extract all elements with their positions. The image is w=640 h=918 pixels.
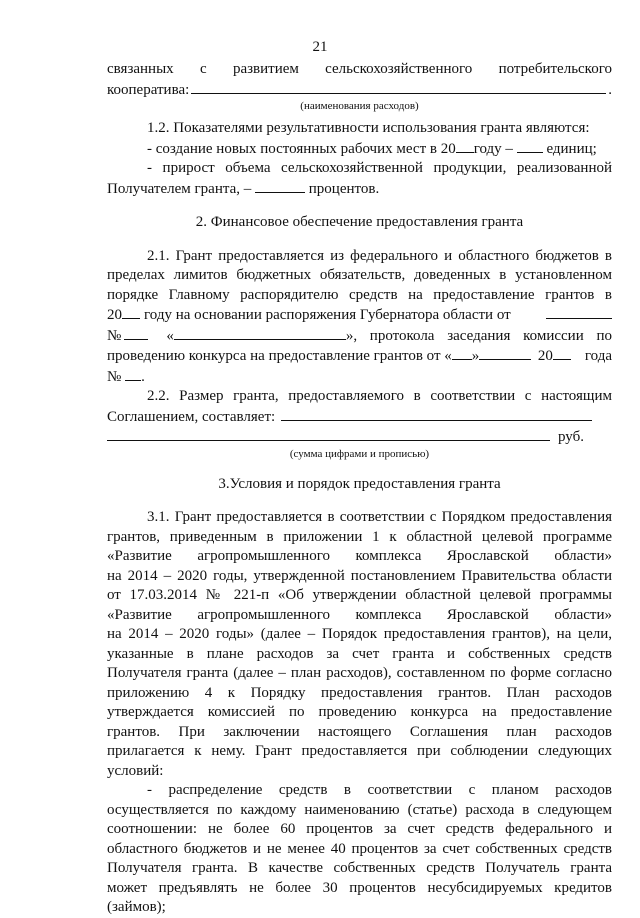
- clause-3-1-line-3: «Развитие агропромышленного комплекса Ярославской области»: [107, 548, 612, 564]
- clause-3-1-line-5: от 17.03.2014 № 221-п «Об утверждении областной целевой программы: [107, 587, 612, 603]
- condition-line-6: может предъявлять не более 30 процентов несубсидируемых кредитов: [107, 879, 612, 896]
- condition-line-3: соотношении: не более 60 процентов за счет средств федерального и: [107, 821, 612, 837]
- section-3-heading: 3.Условия и порядок предоставления гранта: [218, 475, 501, 492]
- grant-amount-blank: [107, 427, 550, 441]
- clause-2-2-line-3: руб.: [107, 427, 612, 448]
- clause-3-1-line-7: на 2014 – 2020 годы» (далее – Порядок предоставления грантов), на цели,: [107, 626, 612, 642]
- clause-3-1-line-11: утверждается комиссией по проведению конкурса на предоставление: [107, 704, 612, 720]
- clause-3-1-line-9: Получателя гранта (далее – план расходов), составленном по форме согласно: [107, 665, 612, 681]
- clause-2-1-line-3: порядке Главному распорядителю средств на предоставление грантов в: [107, 286, 612, 303]
- clause-3-1-line-13: прилагается к нему. Грант предоставляется при соблюдении следующих: [107, 743, 612, 759]
- clause-2-1-line-1: 2.1. Грант предоставляется из федерального и областного бюджетов в: [147, 247, 612, 264]
- document-body: [107, 60, 612, 918]
- clause-3-1-line-10: приложению 4 к Порядку предоставления грантов. План расходов: [107, 684, 612, 701]
- indicator-growth-line-1: - прирост объема сельскохозяйственной продукции, реализованной: [147, 160, 612, 176]
- clause-2-1-line-4: 20 году на основании распоряжения Губернатора области от: [107, 305, 612, 326]
- indicators-title: 1.2. Показателями результативности использования гранта являются:: [147, 120, 590, 136]
- page-number: 21: [312, 39, 328, 55]
- clause-3-1-line-14: условий:: [107, 762, 164, 779]
- condition-line-4: областного бюджетов и не менее 40 процентов за счет собственных средств: [107, 840, 612, 857]
- intro-line-1: связанных с развитием сельскохозяйственного потребительского: [107, 61, 612, 77]
- clause-3-1-line-4: на 2014 – 2020 годы, утвержденной постановлением Правительства области: [107, 567, 612, 584]
- clause-3-1-line-2: грантов, приведенным в приложении 1 к областной целевой программе: [107, 528, 612, 545]
- clause-2-1-line-5: № « », протокола заседания комиссии по: [107, 327, 612, 344]
- clause-2-2-line-2: Соглашением, составляет:: [107, 407, 612, 428]
- grant-amount-caption: (сумма цифрами и прописью): [289, 447, 430, 460]
- condition-line-2: осуществляется по каждому наименованию (статье) расхода в следующем: [107, 801, 612, 818]
- clause-3-1-line-6: «Развитие агропромышленного комплекса Ярославской области»: [107, 606, 612, 623]
- clause-2-1-line-6: проведению конкурса на предоставление грантов от « » 20 года: [107, 348, 612, 364]
- expense-names-caption: (наименования расходов): [300, 100, 419, 112]
- condition-line-5: Получателя гранта. В качестве собственных средств Получатель гранта: [107, 860, 612, 876]
- section-2-heading: 2. Финансовое обеспечение предоставления гранта: [195, 214, 524, 230]
- condition-line-1: - распределение средств в соответствии с планом расходов: [147, 782, 612, 798]
- clause-3-1-line-12: грантов. При заключении настоящего Соглашения план расходов: [107, 723, 612, 740]
- clause-3-1-line-1: 3.1. Грант предоставляется в соответствии с Порядком предоставления: [147, 509, 612, 525]
- intro-line-2: кооператива: .: [107, 80, 612, 101]
- clause-2-1-line-2: пределах лимитов бюджетных обязательств, доведенных в установленном: [107, 267, 612, 283]
- intro-label: кооператива:: [107, 81, 190, 98]
- clause-3-1-line-8: указанные в плане расходов за счет гранта и собственных средств: [107, 645, 612, 662]
- clause-2-1-line-7: № .: [107, 368, 145, 385]
- expense-names-blank: [191, 80, 606, 94]
- indicator-growth-line-2: Получателем гранта, – процентов.: [107, 180, 380, 197]
- clause-2-2-line-1: 2.2. Размер гранта, предоставляемого в соответствии с настоящим: [147, 388, 612, 404]
- indicator-jobs: - создание новых постоянных рабочих мест в 20 году – единиц;: [147, 140, 597, 157]
- condition-line-7: (займов);: [107, 899, 166, 915]
